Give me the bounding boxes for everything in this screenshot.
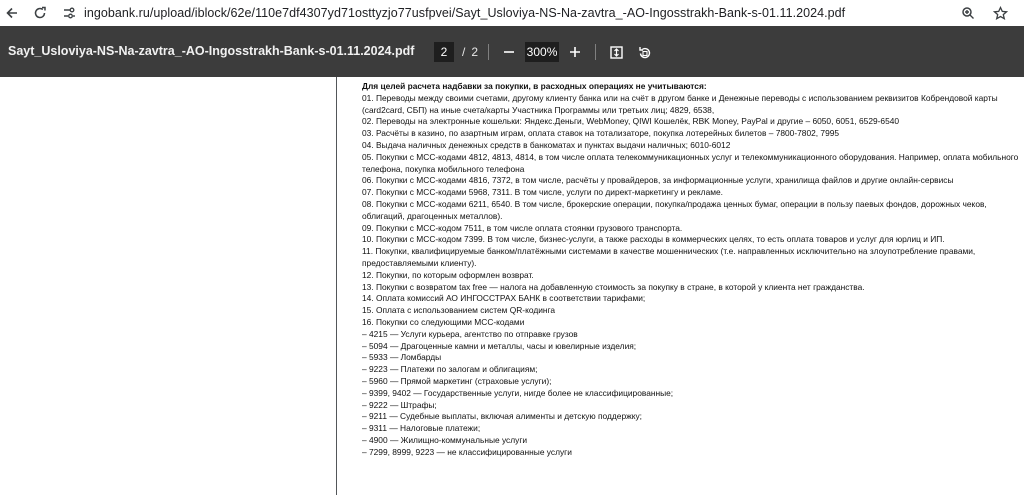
url-field[interactable]: ingobank.ru/upload/iblock/62e/110e7df4307yd71osttyzjo77usfpvei/Sayt_Usloviya-NS-Na-zavtra_-AO-Ingosstrakh-Bank-s-01.11.2024.pdf <box>84 6 846 20</box>
mcc-line: – 9223 — Платежи по залогам и облигациям; <box>362 364 538 375</box>
exclusion-line: 10. Покупки с МСС-кодом 7399. В том числе, бизнес-услуги, а также расходы в коммерческих целях, то есть оплата товаров и услуг для юрлиц и ИП. <box>362 234 945 245</box>
back-arrow-icon[interactable] <box>2 3 22 23</box>
exclusion-line: 06. Покупки с МСС-кодами 4816, 7372, в том числе, расчёты у провайдеров, за информационные услуги, хранилища файлов и другие онлайн-сервисы <box>362 175 954 186</box>
mcc-line: – 9399, 9402 — Государственные услуги, нигде более не классифицированные; <box>362 387 674 398</box>
bookmark-star-icon[interactable] <box>990 3 1010 23</box>
section-heading: Для целей расчета надбавки за покупки, в расходных операциях не учитываются: <box>362 81 707 91</box>
pdf-file-title: Sayt_Usloviya-NS-Na-zavtra_-AO-Ingosstrakh-Bank-s-01.11.2024.pdf <box>8 44 415 58</box>
mcc-line: – 9222 — Штрафы; <box>362 399 437 410</box>
browser-address-bar <box>0 0 1024 26</box>
zoom-out-icon[interactable] <box>499 42 519 62</box>
zoom-in-icon[interactable] <box>565 42 585 62</box>
page-number-input[interactable]: 2 <box>434 42 454 62</box>
mcc-line: – 4900 — Жилищно-коммунальные услуги <box>362 434 528 445</box>
mcc-line: – 5094 — Драгоценные камни и металлы, часы и ювелирные изделия; <box>362 340 637 351</box>
mcc-line: – 7299, 8999, 9223 — не классифицированные услуги <box>362 446 572 457</box>
exclusion-line: 02. Переводы на электронные кошельки: Яндекс.Деньги, WebMoney, QIWI Кошелёк, RBK Money, PayPal и другие – 6050, 6051, 6529-6540 <box>362 116 900 127</box>
zoom-level-input[interactable]: 300% <box>525 42 559 62</box>
fit-page-icon[interactable] <box>606 42 626 62</box>
exclusion-line: 13. Покупки с возвратом tax free — налога на добавленную стоимость за покупку в стране, в которой у клиента нет гражданства. <box>362 281 865 292</box>
mcc-line: – 9211 — Судебные выплаты, включая алименты и детскую поддержку; <box>362 411 642 422</box>
exclusion-line: 09. Покупки с МСС-кодом 7511, в том числе оплата стоянки грузового транспорта. <box>362 222 683 233</box>
page-total: 2 <box>471 45 479 59</box>
exclusion-line: 05. Покупки с МСС-кодами 4812, 4813, 4814, в том числе оплата телекоммуникационных услуг и телекоммуникационного оборудования. Например, оплата мобильного телефона, покупка мобильного телефона <box>362 151 1021 174</box>
document-viewport[interactable] <box>0 77 1024 495</box>
exclusion-line: 12. Покупки, по которым оформлен возврат. <box>362 269 534 280</box>
mcc-line: – 9311 — Налоговые платежи; <box>362 423 481 434</box>
page-separator: / <box>462 45 466 59</box>
exclusion-line: 14. Оплата комиссий АО ИНГОССТРАХ БАНК в соответствии тарифами; <box>362 293 646 304</box>
exclusion-line: 03. Расчёты в казино, по азартным играм, оплата ставок на тотализаторе, покупка лотерейных билетов – 7800-7802, 7995 <box>362 128 840 139</box>
site-info-icon[interactable] <box>60 4 78 22</box>
reload-icon[interactable] <box>30 3 50 23</box>
exclusion-line: 11. Покупки, квалифицируемые банком/платёжными системами в качестве мошеннических (т.е. направленных исключительно на злоупотребление правами, предоставляемыми клиенту). <box>362 246 978 268</box>
exclusion-line: 08. Покупки с МСС-кодами 6211, 6540. В том числе, брокерские операции, покупка/продажа ценных бумаг, операции в пользу паевых фондов, дорожных чеков, облигаций, драгоценных металлов). <box>362 198 990 221</box>
exclusion-line: 16. Покупки со следующими МСС-кодами <box>362 316 525 327</box>
exclusion-line: 04. Выдача наличных денежных средств в банкоматах и пунктах выдачи наличных; 6010-6012 <box>362 139 731 150</box>
toolbar-divider <box>488 44 489 60</box>
rotate-icon[interactable] <box>634 42 654 62</box>
pdf-toolbar <box>0 26 1024 77</box>
pdf-page <box>337 77 1024 495</box>
page-text <box>362 81 1022 459</box>
exclusion-line: 15. Оплата с использованием систем QR-кодинга <box>362 305 556 316</box>
pdf-controls <box>434 41 654 63</box>
exclusion-line: 07. Покупки с МСС-кодами 5968, 7311. В том числе, услуги по директ-маркетингу и рекламе. <box>362 187 723 198</box>
mcc-line: – 5960 — Прямой маркетинг (страховые услуги); <box>362 375 552 386</box>
zoom-icon[interactable] <box>958 3 978 23</box>
mcc-line: – 4215 — Услуги курьера, агентство по отправке грузов <box>362 328 578 339</box>
toolbar-divider <box>595 44 596 60</box>
mcc-line: – 5933 — Ломбарды <box>362 352 442 363</box>
exclusion-line: 01. Переводы между своими счетами, другому клиенту банка или на счёт в другом банке и Денежные переводы с использованием реквизитов Кобрендовой карты (card2card, СБП) на иные счета/карты Участника Программы или третьих лиц; 4829, 6538, <box>362 92 1000 115</box>
left-margin-area <box>0 77 336 495</box>
